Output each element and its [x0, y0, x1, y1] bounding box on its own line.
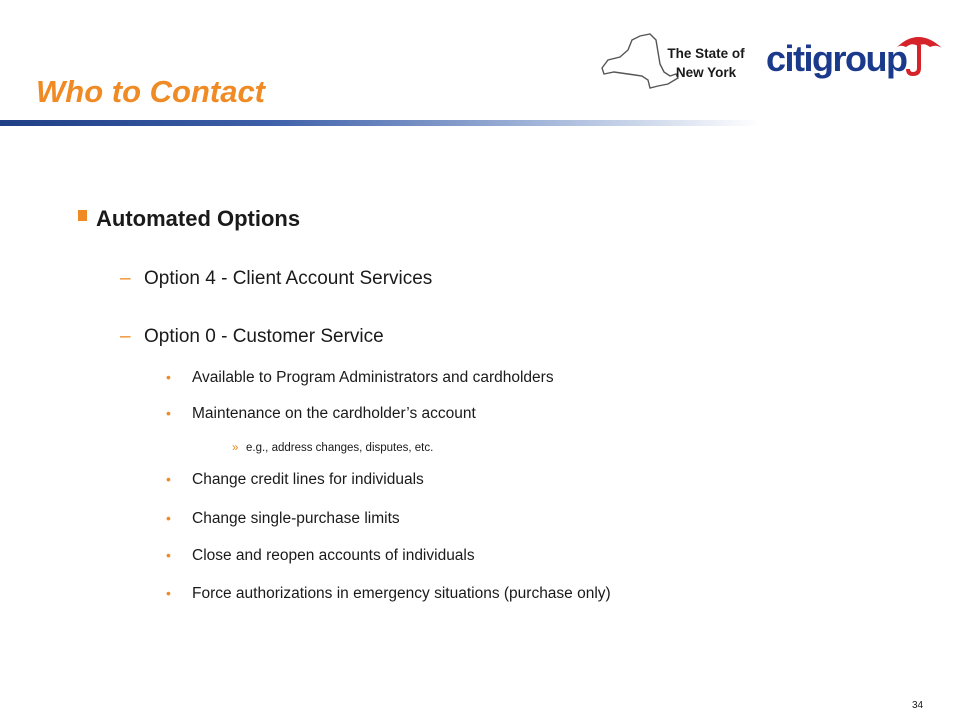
- page-title: Who to Contact: [36, 74, 266, 109]
- sub-list-item-text: e.g., address changes, disputes, etc.: [246, 442, 434, 454]
- dash-bullet-icon: –: [120, 268, 131, 289]
- page-number: 34: [912, 700, 924, 711]
- option-text: Option 0 - Customer Service: [144, 326, 384, 347]
- dot-bullet-icon: •: [166, 510, 171, 526]
- state-label-line1: The State of: [667, 46, 745, 61]
- section-heading-text: Automated Options: [96, 206, 301, 231]
- dot-bullet-icon: •: [166, 585, 171, 601]
- guillemet-bullet-icon: »: [232, 442, 239, 454]
- dash-bullet-icon: –: [120, 326, 131, 347]
- dot-bullet-icon: •: [166, 471, 171, 487]
- list-item-text: Change credit lines for individuals: [192, 471, 424, 488]
- title-underline-rule: [0, 120, 760, 126]
- square-bullet-icon: [78, 210, 87, 221]
- list-item-text: Maintenance on the cardholder’s account: [192, 405, 476, 422]
- dot-bullet-icon: •: [166, 369, 171, 385]
- list-item-text: Force authorizations in emergency situations (purchase only): [192, 585, 611, 602]
- state-label-line2: New York: [675, 65, 737, 80]
- list-item-text: Close and reopen accounts of individuals: [192, 547, 475, 564]
- dot-bullet-icon: •: [166, 547, 171, 563]
- option-text: Option 4 - Client Account Services: [144, 268, 433, 289]
- list-item-text: Change single-purchase limits: [192, 510, 400, 527]
- citigroup-logo: [766, 32, 944, 88]
- dot-bullet-icon: •: [166, 405, 171, 421]
- citigroup-umbrella-icon: [892, 32, 944, 80]
- state-label: [656, 44, 756, 82]
- list-item-text: Available to Program Administrators and cardholders: [192, 369, 554, 386]
- logo-text: citigroup: [766, 38, 907, 79]
